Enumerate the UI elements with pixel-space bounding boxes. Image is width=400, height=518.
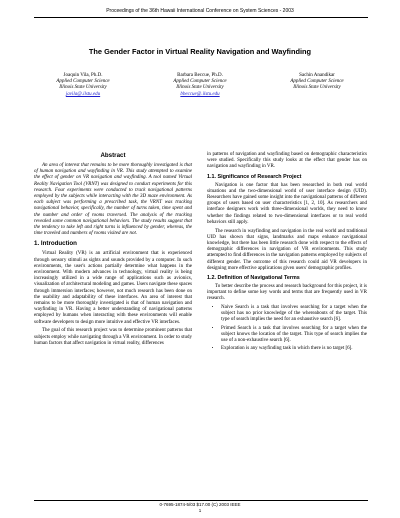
author-dept: Applied Computer Science <box>173 79 227 85</box>
page-number: 1 <box>198 508 202 513</box>
paragraph: To better describe the process and research background for this project, it is important to define some key words and terms that are frequently used in VR research. <box>207 283 367 302</box>
list-item: • Naive Search is a task that involves searching for a target when the subject has no prior knowledge of the whereabouts of the target. This type of search implies the need for an exhaustive search [6]. <box>221 305 367 324</box>
right-column <box>207 152 367 354</box>
proceedings-header: Proceedings of the 36th Hawaii International Conference on System Sciences - 2003 <box>106 8 294 14</box>
paragraph: The goal of this research project was to determine prominent patterns that subjects employ while navigating through a VR environment. In order to study human factors that affect navigation in virtual reality, differences <box>34 328 192 346</box>
author-block <box>28 73 138 98</box>
author-dept: Applied Computer Science <box>290 79 344 85</box>
author-org: Illinois State University <box>176 85 224 91</box>
section-heading: 1. Introduction <box>34 240 77 248</box>
abstract-text: An area of interest that remains to be more thoroughly investigated is that of human navigation and wayfinding in VR. This study attempted to examine the effect of gender on VR navigation and wayfinding. A tool named Virtual Reality Navigation Tool (VRNT) was designed to conduct experiments for this research. Four experiments were conducted to track navigational patterns employed by the subjects while interacting with the 3D maze environment. As each subject was performing a prescribed task, the VRNT was tracking navigational behavior, specifically, the number of turns taken, time spent and the number and order of rooms traversed. The analysis of the tracking revealed some common navigational behaviors. The study results suggest that the tendency to take left and right turns is influenced by gender, whereas, the time traveled and numbers of rooms visited are not. <box>34 163 192 237</box>
header-rule <box>34 17 368 18</box>
paragraph: in patterns of navigation and wayfinding based on demographic characteristics were studied. Specifically this study looks at the effect that gender has on navigation and wayfinding in VR. <box>207 152 367 170</box>
footer-text: 0-7695-1874-5/03 $17.00 (C) 2003 IEEE <box>159 502 241 507</box>
subsection-heading: 1.1. Significance of Research Project <box>207 173 302 180</box>
list-item: • Primed Search is a task that involves searching for a target when the subject knows the location of the target. This type of search implies the use of a non-exhaustive search [6]. <box>221 326 367 345</box>
footer-rule <box>34 500 368 501</box>
abstract-heading: Abstract <box>100 152 126 159</box>
author-name: Barbara Beccue, Ph.D. <box>177 73 223 78</box>
paragraph: Virtual Reality (VR) is an artificial environment that is experienced through sensory stimuli as sights and sounds provided by a computer. In such environments, the user's actions partially determine what happens in the environment. With modern advances in technology, virtual reality is being increasingly utilized in a wide range of applications such as avionics, visualization of architectural modeling and games. Users navigate these spaces through immersion interfaces; however, not much research has been done on the usability and adaptability of these interfaces. An area of interest that remains to be more thoroughly investigated is that of human navigation and wayfinding in VR. Having a better understanding of navigational patterns employed by humans when interacting with these environments will enable software developers to design more intuitive and effective VR interfaces. <box>34 251 192 325</box>
definition-list <box>207 305 367 352</box>
author-block <box>145 73 255 98</box>
subsection-heading: 1.2. Definition of Navigational Terms <box>207 274 300 281</box>
paragraph: Navigation is one factor that has been researched in both real world situations and the two-dimensional world of user interface design (UID). Researchers have gained some insight into the navigational patterns of different groups of users based on user characteristics [1, 2, 10]. As researchers and interface designers work with three-dimensional worlds, they need to know whether the findings related to two-dimensional interfaces or to real world behaviors still apply. <box>207 182 367 225</box>
author-block <box>262 73 372 92</box>
author-dept: Applied Computer Science <box>56 79 110 85</box>
author-org: Illinois State University <box>293 85 341 91</box>
list-item: • Exploration is any wayfinding task in which there is no target [6]. <box>221 346 367 352</box>
paper-title: The Gender Factor in Virtual Reality Navigation and Wayfinding <box>88 47 312 56</box>
author-name: Joaquin Vila, Ph.D. <box>63 73 103 78</box>
author-name: Sachin Anandikar <box>299 73 335 78</box>
left-column <box>34 152 192 349</box>
author-email[interactable]: bbeccue@.ilstu.edu <box>180 91 220 97</box>
paragraph: The research in wayfinding and navigation in the real world and traditional UID has shown that signs, landmarks and maps enhance navigational knowledge, but there has been little research done with respect to the effects of demographic differences in navigation of VR environments. This study attempted to find differences in the navigation patterns employed by subjects of different gender. The outcome of this research could aid VR developers in designing more effective applications given users' demographic profiles. <box>207 228 367 271</box>
author-email[interactable]: javila@.ilstu.edu <box>65 91 101 97</box>
author-org: Illinois State University <box>59 85 107 91</box>
